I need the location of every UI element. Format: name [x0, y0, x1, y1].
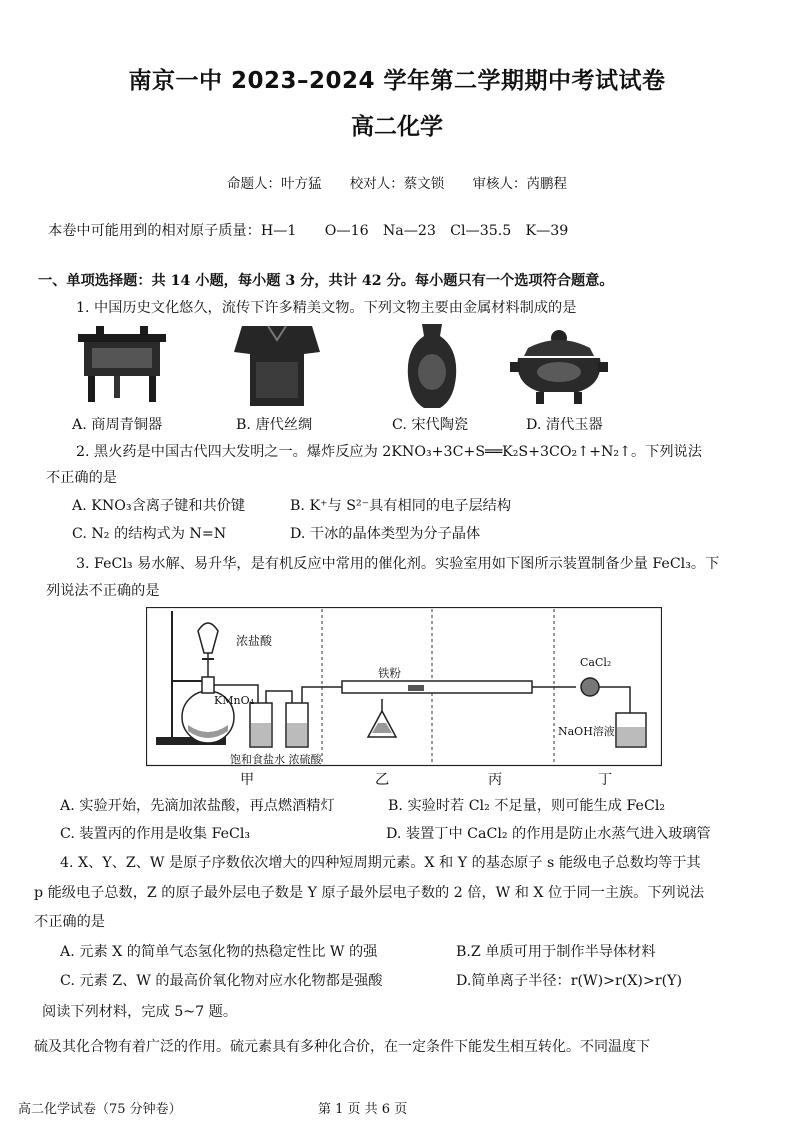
- apparatus-diagram: [146, 607, 662, 767]
- q2-option-d: D. 干冰的晶体类型为分子晶体: [290, 526, 481, 542]
- q2-stem-line2: 不正确的是: [46, 470, 117, 486]
- reading-material: 硫及其化合物有着广泛的作用。硫元素具有多种化合价，在一定条件下能发生相互转化。不同温度下: [34, 1039, 650, 1055]
- label-iron: 铁粉: [378, 666, 401, 680]
- footer-page-number: 第 1 页 共 6 页: [318, 1102, 408, 1117]
- q2-stem-line1: 2. 黑火药是中国古代四大发明之一。爆炸反应为 2KNO₃+3C+S══K₂S+3CO₂↑+N₂↑。下列说法: [76, 444, 702, 460]
- atomic-masses: 本卷中可能用到的相对原子质量：H—1 O—16 Na—23 Cl—35.5 K—39: [48, 223, 569, 239]
- q1-stem: 1. 中国历史文化悠久，流传下许多精美文物。下列文物主要由金属材料制成的是: [76, 300, 577, 316]
- section-label-bing: 丙: [488, 772, 503, 788]
- label-hcl: 浓盐酸: [236, 634, 273, 648]
- silk-garment-image: [232, 322, 322, 408]
- q3-option-b: B. 实验时若 Cl₂ 不足量，则可能生成 FeCl₂: [388, 798, 666, 814]
- q1-option-c: C. 宋代陶瓷: [392, 417, 469, 433]
- q4-option-b: B.Z 单质可用于制作半导体材料: [456, 944, 656, 960]
- exam-staff: [0, 172, 794, 192]
- checker: 校对人：蔡文锁: [349, 176, 445, 192]
- q4-option-d: D.简单离子半径：r(W)>r(X)>r(Y): [456, 973, 683, 989]
- section-label-yi: 乙: [375, 772, 390, 788]
- q1-option-b: B. 唐代丝绸: [236, 417, 313, 433]
- bronze-ding-image: [78, 326, 166, 404]
- q4-stem-line3: 不正确的是: [34, 914, 105, 930]
- q3-option-c: C. 装置丙的作用是收集 FeCl₃: [60, 826, 251, 842]
- reading-instruction: 阅读下列材料，完成 5~7 题。: [42, 1004, 238, 1020]
- q1-option-d: D. 清代玉器: [526, 417, 603, 433]
- q4-option-a: A. 元素 X 的简单气态氢化物的热稳定性比 W 的强: [60, 944, 378, 960]
- q3-stem-line1: 3. FeCl₃ 易水解、易升华，是有机反应中常用的催化剂。实验室用如下图所示装置制备少量 FeCl₃。下: [76, 556, 720, 572]
- exam-title: 南京一中 2023–2024 学年第二学期期中考试试卷: [128, 68, 666, 94]
- q2-option-b: B. K⁺与 S²⁻具有相同的电子层结构: [290, 498, 512, 514]
- q3-stem-line2: 列说法不正确的是: [46, 583, 160, 599]
- exam-subject: 高二化学: [351, 114, 443, 140]
- reviewer: 审核人：芮鹏程: [472, 176, 568, 192]
- author: 命题人：叶方猛: [226, 176, 322, 192]
- section-heading: 一、单项选择题：共 14 小题，每小题 3 分，共计 42 分。每小题只有一个选项符合题意。: [38, 273, 614, 289]
- label-kmno4: KMnO₄: [214, 694, 254, 707]
- q4-option-c: C. 元素 Z、W 的最高价氧化物对应水化物都是强酸: [60, 973, 383, 989]
- footer-exam-name: 高二化学试卷（75 分钟卷）: [18, 1102, 182, 1117]
- q2-option-c: C. N₂ 的结构式为 N=N: [72, 526, 227, 542]
- q1-option-a: A. 商周青铜器: [72, 417, 163, 433]
- q3-option-d: D. 装置丁中 CaCl₂ 的作用是防止水蒸气进入玻璃管: [386, 826, 711, 842]
- q2-option-a: A. KNO₃含离子键和共价键: [72, 498, 246, 514]
- porcelain-vase-image: [404, 322, 460, 410]
- section-label-jia: 甲: [240, 772, 255, 788]
- q4-stem-line1: 4. X、Y、Z、W 是原子序数依次增大的四种短周期元素。X 和 Y 的基态原子 s 能级电子总数均等于其: [60, 855, 701, 871]
- label-naoh: NaOH溶液: [558, 725, 615, 738]
- q4-stem-line2: p 能级电子总数，Z 的原子最外层电子数是 Y 原子最外层电子数的 2 倍，W 和 X 位于同一主族。下列说法: [34, 885, 705, 901]
- section-label-ding: 丁: [598, 772, 613, 788]
- label-cacl2: CaCl₂: [580, 656, 612, 669]
- q3-option-a: A. 实验开始，先滴加浓盐酸，再点燃酒精灯: [60, 798, 335, 814]
- jade-censer-image: [508, 326, 610, 406]
- label-wash-bottles: 饱和食盐水 浓硫酸: [230, 753, 322, 766]
